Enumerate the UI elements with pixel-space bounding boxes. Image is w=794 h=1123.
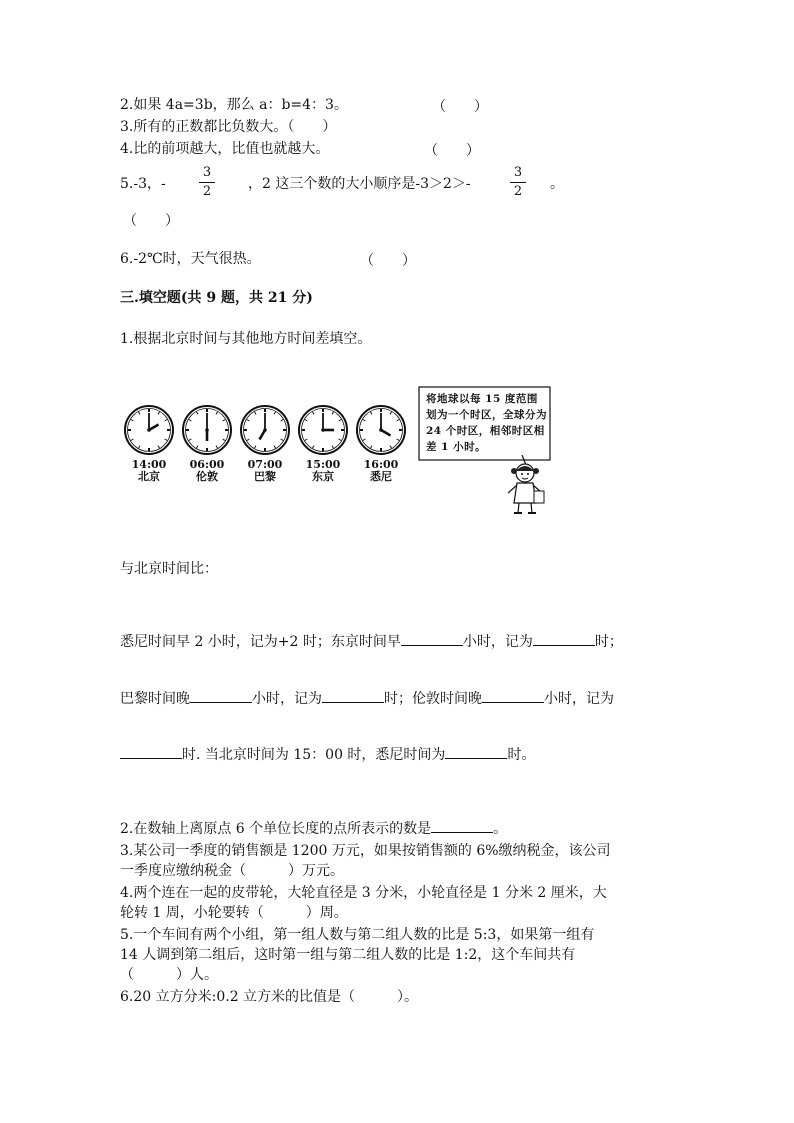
text: 2.在数轴上离原点 6 个单位长度的点所表示的数是 — [120, 821, 432, 837]
judge-q5-paren: （ ） — [123, 213, 179, 229]
clock-5 — [356, 405, 406, 483]
fill-q6: 6.20 立方分米:0.2 立方米的比值是（ ）。 — [120, 989, 419, 1005]
text: 小时，记为 — [544, 691, 614, 707]
clock-face-icon — [356, 405, 406, 455]
judge-q5-part1: 5.-3，- — [120, 176, 166, 192]
judge-q4-paren: （ ） — [424, 143, 480, 159]
fill-q1: 1.根据北京时间与其他地方时间差填空。 — [120, 331, 372, 347]
clock-face-icon — [124, 405, 174, 455]
fill-q4-line1: 4.两个连在一起的皮带轮，大轮直径是 3 分米，小轮直径是 1 分米 2 厘米，大 — [120, 885, 607, 901]
text: 巴黎时间晚 — [120, 691, 190, 707]
clock-3 — [240, 405, 290, 483]
fill-line-1 — [120, 633, 623, 651]
fill-q5-line3: （ ）人。 — [120, 967, 218, 983]
judge-q2: 2.如果 4a=3b，那么 a：b=4：3。 — [120, 97, 348, 113]
clock-time-label: 06:00 — [189, 458, 225, 471]
fill-q5-line2: 14 人调到第二组后，这时第一组与第二组人数的比是 1:2，这个车间共有 — [120, 947, 576, 963]
judge-q5-end: 。 — [550, 176, 564, 192]
section-heading: 三.填空题(共 9 题，共 21 分) — [120, 290, 313, 306]
clock-time-label: 16:00 — [363, 458, 399, 471]
blank-field[interactable] — [190, 690, 252, 703]
cartoon-girl-icon — [500, 455, 550, 517]
fraction-denominator: 2 — [202, 184, 212, 199]
judge-q5-fraction — [199, 166, 215, 199]
judge-q5-part2: ，2 这三个数的大小顺序是-3＞2＞- — [248, 176, 471, 192]
fill-line-2 — [120, 690, 614, 708]
speech-bubble-text: 将地球以每 15 度范围划为一个时区，全球分为 24 个时区，相邻时区相差 1 小时。 — [426, 393, 547, 453]
text: 时。 — [507, 747, 536, 763]
judge-q4: 4.比的前项越大，比值也就越大。 — [120, 141, 330, 157]
clock-time-label: 15:00 — [305, 458, 341, 471]
blank-field[interactable] — [322, 690, 384, 703]
fill-q5-line1: 5.一个车间有两个小组，第一组人数与第二组人数的比是 5:3，如果第一组有 — [120, 927, 595, 943]
fill-q2 — [120, 820, 507, 838]
text: 小时，记为 — [462, 634, 533, 650]
clock-city-label: 悉尼 — [370, 470, 392, 483]
judge-q2-paren: （ ） — [432, 99, 488, 115]
clock-city-label: 伦敦 — [196, 470, 218, 483]
text: 时. 当北京时间为 15：00 时，悉尼时间为 — [182, 747, 446, 763]
clock-time-label: 07:00 — [247, 458, 283, 471]
blank-field[interactable] — [482, 690, 544, 703]
clock-1 — [124, 405, 174, 483]
clock-face-icon — [298, 405, 348, 455]
judge-q6-paren: （ ） — [360, 253, 416, 269]
fill-q3-line1: 3.某公司一季度的销售额是 1200 万元，如果按销售额的 6%缴纳税金，该公司 — [120, 843, 611, 859]
clock-face-icon — [240, 405, 290, 455]
judge-q3: 3.所有的正数都比负数大。（ ） — [120, 119, 337, 135]
text: 小时，记为 — [252, 691, 322, 707]
clock-city-label: 北京 — [138, 470, 160, 483]
fraction-numerator: 3 — [202, 165, 212, 180]
fill-q4-line2: 轮转 1 周，小轮要转（ ）周。 — [120, 905, 348, 921]
fraction-numerator: 3 — [513, 165, 523, 180]
text: 时； — [594, 634, 623, 650]
clock-face-icon — [182, 405, 232, 455]
blank-field[interactable] — [445, 746, 507, 759]
clock-city-label: 东京 — [312, 470, 334, 483]
judge-q5-fraction-2 — [510, 166, 526, 199]
blank-field[interactable] — [401, 633, 463, 646]
text: 。 — [493, 821, 508, 837]
blank-field[interactable] — [120, 746, 182, 759]
fill-q3-line2: 一季度应缴纳税金（ ）万元。 — [120, 863, 344, 879]
clock-2 — [182, 405, 232, 483]
blank-field[interactable] — [431, 820, 493, 833]
text: 时；伦敦时间晚 — [384, 691, 482, 707]
compare-label: 与北京时间比： — [120, 561, 218, 577]
fill-line-3 — [120, 746, 535, 764]
clock-4 — [298, 405, 348, 483]
fraction-denominator: 2 — [513, 184, 523, 199]
clock-time-label: 14:00 — [131, 458, 167, 471]
blank-field[interactable] — [533, 633, 595, 646]
judge-q6: 6.-2℃时，天气很热。 — [120, 251, 261, 267]
clock-city-label: 巴黎 — [254, 470, 276, 483]
text: 悉尼时间早 2 小时，记为+2 时；东京时间早 — [120, 634, 401, 650]
